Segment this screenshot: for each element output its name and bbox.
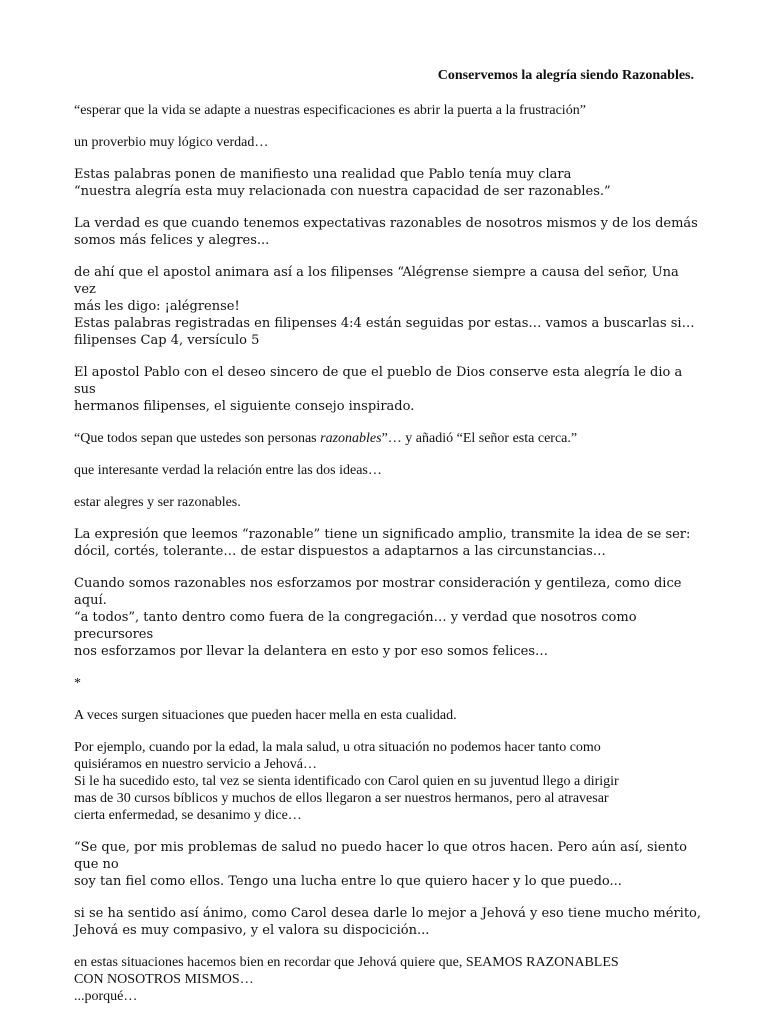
document-body xyxy=(74,102,704,1020)
paragraph-separator: * xyxy=(74,676,81,691)
paragraph-expresion: La expresión que leemos “razonable” tiene un significado amplio, transmite la idea de se ser: dócil, cortés, tolerante… de estar dispuestos a adaptarnos a las circunstancias… xyxy=(74,527,691,559)
document-title: Conservemos la alegría siendo Razonables. xyxy=(437,68,694,83)
paragraph-proverb: un proverbio muy lógico verdad… xyxy=(74,135,269,150)
paragraph-alegres: estar alegres y ser razonables. xyxy=(74,495,241,510)
paragraph-que-todos-end: ”… y añadió “El señor esta cerca.” xyxy=(381,431,578,446)
paragraph-animo: si se ha sentido así ánimo, como Carol desea darle lo mejor a Jehová y eso tiene mucho mérito, Jehová es muy compasivo, y el valora su dispocición... xyxy=(74,906,701,938)
paragraph-razonables: Cuando somos razonables nos esforzamos por mostrar consideración y gentileza, como dice aquí. “a todos”, tanto dentro como fuera de la congregación… y verdad que nosotros como precursores nos esforzamos por llevar la delantera en esto y por eso somos felices… xyxy=(74,576,682,659)
paragraph-que-todos-italic: razonables xyxy=(320,431,382,446)
paragraph-interesante: que interesante verdad la relación entre las dos ideas… xyxy=(74,463,382,478)
paragraph-quote: “esperar que la vida se adapte a nuestras especificaciones es abrir la puerta a la frustración” xyxy=(74,103,586,118)
paragraph-carol-quote: “Se que, por mis problemas de salud no puedo hacer lo que otros hacen. Pero aún así, siento que no soy tan fiel como ellos. Tengo una lucha entre lo que quiero hacer y lo que puedo... xyxy=(74,840,687,889)
paragraph-que-todos-start: “Que todos sepan que ustedes son personas xyxy=(74,431,321,446)
paragraph-situaciones: A veces surgen situaciones que pueden hacer mella en esta cualidad. xyxy=(74,708,457,723)
paragraph-pablo-reality: Estas palabras ponen de manifiesto una realidad que Pablo tenía muy clara “nuestra alegría esta muy relacionada con nuestra capacidad de ser razonables.” xyxy=(74,167,611,199)
paragraph-expectations: La verdad es que cuando tenemos expectativas razonables de nosotros mismos y de los demás somos más felices y alegres... xyxy=(74,216,698,248)
paragraph-filipenses: de ahí que el apostol animara así a los filipenses “Alégrense siempre a causa del señor, Una vez más les digo: ¡alégrense! Estas palabras registradas en filipenses 4:4 están seguidas por estas… vamos a buscarlas si… filipenses Cap 4, versículo 5 xyxy=(74,265,695,348)
paragraph-que-todos xyxy=(74,430,704,447)
paragraph-conclusion: en estas situaciones hacemos bien en recordar que Jehová quiere que, SEAMOS RAZONABLES CON NOSOTROS MISMOS… ...porqué… xyxy=(74,955,619,1004)
paragraph-ejemplo-carol: Por ejemplo, cuando por la edad, la mala salud, u otra situación no podemos hacer tanto como quisiéramos en nuestro servicio a Jehová… Si le ha sucedido esto, tal vez se sienta identificado con Carol quien en su juventud llego a dirigir mas de 30 cursos bíblicos y muchos de ellos llegaron a ser nuestros hermanos, pero al atravesar cierta enfermedad, se desanimo y dice… xyxy=(74,740,619,823)
paragraph-apostol-pablo: El apostol Pablo con el deseo sincero de que el pueblo de Dios conserve esta alegría le dio a sus hermanos filipenses, el siguiente consejo inspirado. xyxy=(74,365,683,414)
